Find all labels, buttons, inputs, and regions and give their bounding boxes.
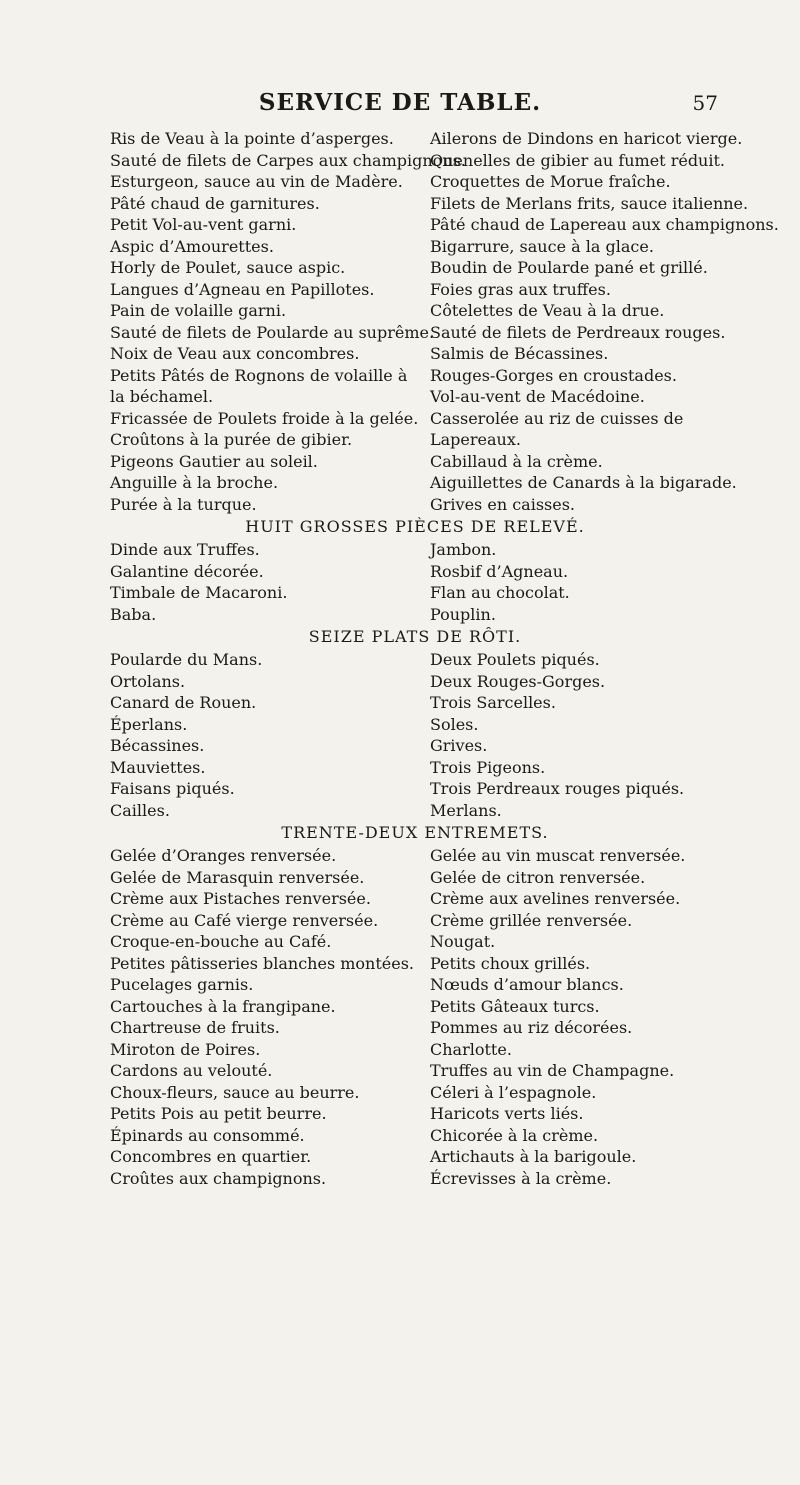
menu-item: Foies gras aux truffes. [430, 279, 611, 299]
menu-item: Timbale de Macaroni. [110, 583, 288, 602]
menu-item: Anguille à la broche. [110, 473, 279, 492]
menu-item: Trois Sarcelles. [430, 693, 556, 712]
entremets-section [110, 845, 720, 1189]
menu-item: Ortolans. [110, 671, 186, 691]
menu-item: Aiguillettes de Canards à la bigarade. [430, 473, 737, 492]
menu-item: Petit Vol-au-vent garni. [110, 215, 297, 234]
menu-item: Flan au chocolat. [430, 583, 570, 602]
menu-item: Aspic d’Amourettes. [110, 236, 274, 256]
menu-item: Miroton de Poires. [110, 1039, 261, 1059]
menu-item: Petits Gâteaux turcs. [430, 996, 600, 1016]
menu-item: Poularde du Mans. [110, 650, 263, 669]
menu-item: Pain de volaille garni. [110, 301, 287, 320]
menu-item: Croûtons à la purée de gibier. [110, 430, 353, 449]
menu-item: Côtelettes de Veau à la drue. [430, 301, 665, 320]
rotis-left-column [110, 649, 430, 821]
rotis-right-column [430, 649, 720, 821]
releves-left-column [110, 539, 430, 625]
menu-item: Trois Pigeons. [430, 757, 546, 777]
menu-item: Soles. [430, 714, 479, 734]
menu-content [110, 128, 779, 1189]
menu-item: Pigeons Gautier au soleil. [110, 451, 318, 471]
menu-item: Baba. [110, 604, 157, 624]
menu-item: Trois Perdreaux rouges piqués. [430, 779, 685, 798]
menu-item: Gelée au vin muscat renversée. [430, 846, 686, 865]
menu-item: Pommes au riz décorées. [430, 1018, 633, 1037]
menu-item: Ailerons de Dindons en haricot vierge. [430, 129, 743, 148]
menu-item: Purée à la turque. [110, 494, 257, 514]
menu-item: Épinards au consommé. [110, 1125, 305, 1145]
entrees-left-column [110, 128, 466, 515]
menu-item: Canard de Rouen. [110, 693, 257, 712]
entremets-right-column [430, 845, 720, 1189]
menu-item: Salmis de Bécassines. [430, 344, 609, 363]
menu-item: Pâté chaud de Lapereau aux champignons. [430, 215, 779, 234]
menu-item: Truffes au vin de Champagne. [430, 1061, 675, 1080]
menu-item: Galantine décorée. [110, 561, 264, 581]
rotis-heading: SEIZE PLATS DE RÔTI. [308, 627, 522, 646]
menu-item: Horly de Poulet, sauce aspic. [110, 258, 346, 277]
menu-item: Pouplin. [430, 604, 496, 624]
menu-item: Crème grillée renversée. [430, 910, 633, 930]
menu-item: Rosbif d’Agneau. [430, 561, 569, 581]
menu-item: Cartouches à la frangipane. [110, 996, 336, 1016]
menu-item: Éperlans. [110, 714, 188, 734]
running-head [0, 86, 800, 120]
menu-item: Crème aux avelines renversée. [430, 889, 681, 908]
menu-item: Petits choux grillés. [430, 953, 591, 973]
menu-item: Charlotte. [430, 1039, 512, 1059]
menu-item: Bécassines. [110, 736, 205, 755]
menu-item: Deux Rouges-Gorges. [430, 671, 606, 691]
menu-item: Gelée de citron renversée. [430, 867, 646, 887]
releves-heading: HUIT GROSSES PIÈCES DE RELEVÉ. [245, 517, 585, 536]
menu-item: Gelée d’Oranges renversée. [110, 846, 337, 865]
menu-item: Esturgeon, sauce au vin de Madère. [110, 172, 403, 191]
menu-item: Croque-en-bouche au Café. [110, 932, 332, 951]
rotis-section [110, 649, 720, 821]
menu-item: Gelée de Marasquin renversée. [110, 867, 365, 887]
menu-item: Merlans. [430, 800, 502, 820]
menu-item: Artichauts à la barigoule. [430, 1147, 637, 1166]
menu-item: Noix de Veau aux concombres. [110, 344, 360, 363]
page-title: SERVICE DE TABLE. [258, 89, 542, 116]
releves-right-column [430, 539, 720, 625]
menu-item: Sauté de filets de Carpes aux champignons. [110, 150, 466, 170]
menu-item: Petits Pois au petit beurre. [110, 1104, 327, 1123]
menu-item: Crème au Café vierge renversée. [110, 910, 379, 930]
menu-item: Faisans piqués. [110, 779, 235, 798]
menu-item: Fricassée de Poulets froide à la gelée. [110, 408, 419, 428]
menu-item: Céleri à l’espagnole. [430, 1082, 597, 1102]
menu-item: Dinde aux Truffes. [110, 540, 260, 559]
menu-item: Croûtes aux champignons. [110, 1168, 327, 1188]
menu-item: Nœuds d’amour blancs. [430, 975, 624, 994]
menu-item: Haricots verts liés. [430, 1104, 584, 1123]
menu-item: Sauté de filets de Poularde au suprême. [110, 322, 435, 342]
menu-item: Chicorée à la crème. [430, 1125, 599, 1145]
menu-item: Choux-fleurs, sauce au beurre. [110, 1082, 360, 1102]
entrees-right-column [430, 128, 779, 515]
releves-section [110, 539, 720, 625]
menu-item: Pâté chaud de garnitures. [110, 193, 320, 213]
menu-item: Petits Pâtés de Rognons de volaille à la béchamel. [110, 365, 408, 406]
menu-item: Nougat. [430, 932, 496, 951]
menu-item: Bigarrure, sauce à la glace. [430, 236, 654, 256]
menu-item: Ris de Veau à la pointe d’asperges. [110, 129, 394, 148]
menu-item: Crème aux Pistaches renversée. [110, 889, 371, 908]
menu-item: Boudin de Poularde pané et grillé. [430, 258, 708, 277]
menu-item: Chartreuse de fruits. [110, 1018, 280, 1037]
menu-item: Casserolée au riz de cuisses de Lapereaux. [430, 408, 684, 449]
menu-item: Écrevisses à la crème. [430, 1168, 612, 1188]
menu-item: Grives. [430, 736, 488, 755]
menu-item: Pucelages garnis. [110, 975, 254, 994]
menu-item: Sauté de filets de Perdreaux rouges. [430, 322, 726, 342]
menu-item: Petites pâtisseries blanches montées. [110, 953, 415, 973]
menu-item: Cabillaud à la crème. [430, 451, 603, 471]
menu-item: Quenelles de gibier au fumet réduit. [430, 150, 725, 170]
menu-item: Rouges-Gorges en croustades. [430, 365, 677, 385]
entrees-section [110, 128, 779, 515]
menu-item: Deux Poulets piqués. [430, 650, 600, 669]
menu-item: Croquettes de Morue fraîche. [430, 172, 671, 191]
menu-item: Vol-au-vent de Macédoine. [430, 387, 645, 406]
entremets-heading: TRENTE-DEUX ENTREMETS. [281, 823, 549, 842]
menu-item: Cailles. [110, 800, 170, 820]
menu-item: Langues d’Agneau en Papillotes. [110, 279, 375, 299]
page-number: 57 [692, 91, 718, 115]
menu-item: Jambon. [430, 540, 497, 559]
menu-item: Mauviettes. [110, 757, 206, 777]
entremets-left-column [110, 845, 430, 1189]
menu-item: Filets de Merlans frits, sauce italienne. [430, 193, 749, 213]
menu-item: Grives en caisses. [430, 494, 576, 514]
menu-item: Concombres en quartier. [110, 1147, 312, 1166]
menu-item: Cardons au velouté. [110, 1061, 273, 1080]
